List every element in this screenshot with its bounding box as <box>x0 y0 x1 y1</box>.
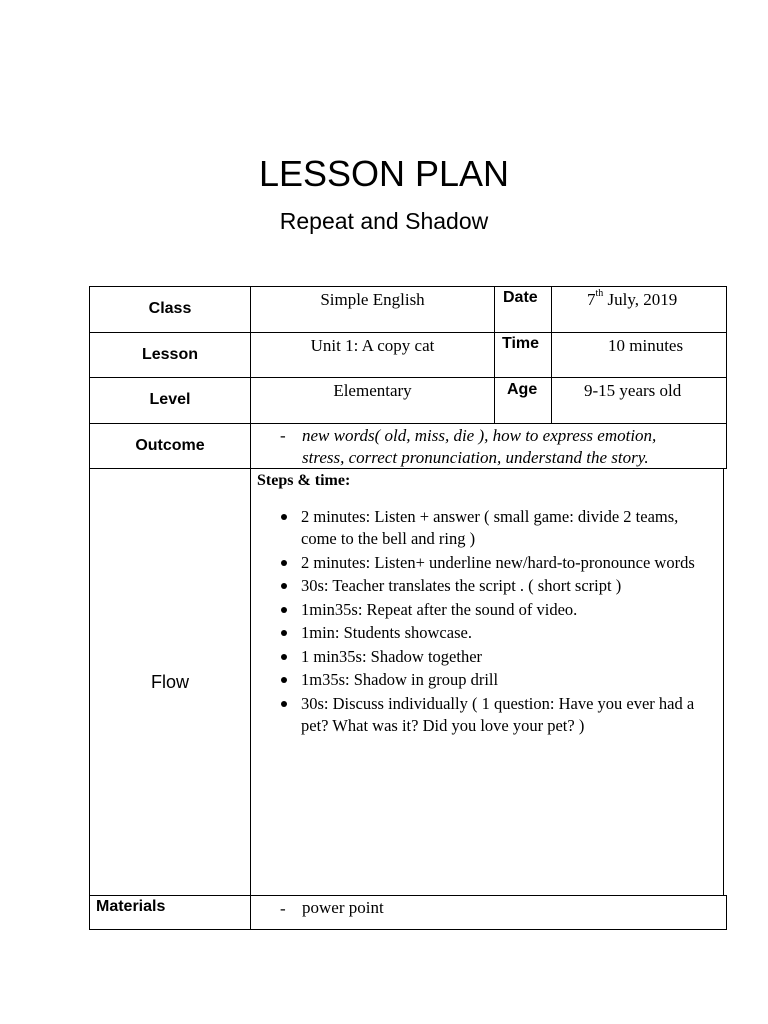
step-item <box>257 669 717 691</box>
page-title: LESSON PLAN <box>258 153 510 194</box>
bullet-icon <box>281 654 287 660</box>
step-item <box>257 599 717 621</box>
materials-value: power point <box>302 898 384 917</box>
table-col-divider <box>551 286 552 423</box>
table-row-divider <box>89 895 727 896</box>
time-value: 10 minutes <box>608 336 684 355</box>
date-value <box>587 290 677 310</box>
age-label: Age <box>507 381 538 398</box>
lesson-label: Lesson <box>141 346 198 363</box>
materials-dash: - <box>280 899 286 918</box>
bullet-icon <box>281 583 287 589</box>
steps-heading: Steps & time: <box>257 472 351 489</box>
step-text: 1min: Students showcase. <box>301 623 472 642</box>
class-label: Class <box>148 300 192 317</box>
table-row-divider <box>89 332 727 333</box>
bullet-icon <box>281 514 287 520</box>
step-item <box>257 693 717 737</box>
step-item <box>257 622 717 644</box>
step-text: 2 minutes: Listen + answer ( small game: divide 2 teams, come to the bell and ring ) <box>301 507 679 548</box>
lesson-value: Unit 1: A copy cat <box>310 336 435 355</box>
table-border-left <box>89 286 90 930</box>
bullet-icon <box>281 701 287 707</box>
step-text: 2 minutes: Listen+ underline new/hard-to-pronounce words <box>301 552 695 572</box>
flow-label: Flow <box>150 672 189 692</box>
date-label: Date <box>503 289 538 306</box>
step-text: 1m35s: Shadow in group drill <box>301 670 499 689</box>
step-text: 1min35s: Repeat after the sound of video. <box>301 599 578 619</box>
page-subtitle: Repeat and Shadow <box>279 208 489 234</box>
outcome-line-1: new words( old, miss, die ), how to express emotion, <box>302 426 657 445</box>
date-suffix: th <box>595 288 604 299</box>
outcome-text <box>302 425 722 469</box>
step-item <box>257 506 717 550</box>
steps-section <box>257 472 717 738</box>
table-border-top <box>89 286 727 287</box>
bullet-icon <box>281 560 287 566</box>
step-item <box>257 552 717 574</box>
table-border-right <box>723 469 724 896</box>
bullet-icon <box>281 677 287 683</box>
step-text: 1 min35s: Shadow together <box>301 646 483 666</box>
date-rest: July, 2019 <box>603 290 678 309</box>
outcome-label: Outcome <box>135 437 205 454</box>
age-value: 9-15 years old <box>584 381 682 400</box>
table-row-divider <box>89 423 727 424</box>
level-value: Elementary <box>333 381 412 400</box>
table-col-divider <box>494 286 495 423</box>
step-item <box>257 575 717 597</box>
level-label: Level <box>149 391 191 408</box>
outcome-dash: - <box>280 426 286 445</box>
outcome-line-2: stress, correct pronunciation, understand the story. <box>302 448 649 467</box>
date-day: 7 <box>587 290 596 309</box>
bullet-icon <box>281 607 287 613</box>
table-border-right <box>726 896 727 930</box>
table-border-right <box>726 286 727 469</box>
steps-list <box>257 506 717 737</box>
table-row-divider <box>89 377 727 378</box>
step-item <box>257 646 717 668</box>
step-text: 30s: Discuss individually ( 1 question: Have you ever had a pet? What was it? Did you love your pet? ) <box>301 693 695 735</box>
bullet-icon <box>281 630 287 636</box>
step-text: 30s: Teacher translates the script . ( short script ) <box>301 576 622 595</box>
table-border-bottom <box>89 929 727 930</box>
class-value: Simple English <box>320 290 425 309</box>
materials-label: Materials <box>96 898 166 915</box>
time-label: Time <box>502 335 540 352</box>
